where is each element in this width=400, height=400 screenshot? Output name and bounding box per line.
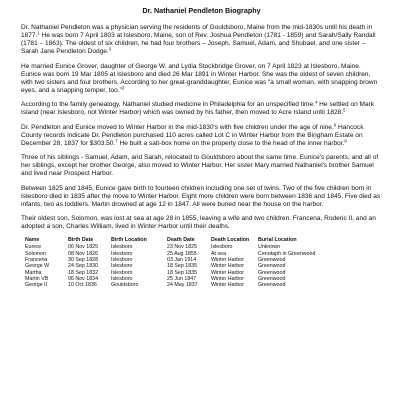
footnote-reference: 4	[314, 99, 318, 105]
biography-paragraph	[21, 185, 382, 209]
paragraph-text: He married Eunice Grover, daughter of George W. and Lydia Stockbridge Grover, on 7 April 1823 at Islesboro, Maine. Eunice was born 19 Mar 1805 at Islesboro and died 26 Mar 1891 in Winter Harbor. She was the oldest of seven children, with two sisters and four brothers. According to her great-granddaughter, Eunice was “a small woman, with snapping brown eyes, and a snapping temper, too.”	[21, 62, 378, 95]
cell-birth-date: 30 Sep 1828	[68, 256, 99, 263]
cell-death-date: 23 Nov 1825	[167, 244, 198, 251]
cell-death-location: Winter Harbor	[211, 256, 244, 263]
cell-burial-location: Greenwood	[258, 282, 286, 289]
cell-birth-location: Islesboro	[111, 276, 133, 282]
cell-name: Solomon	[25, 250, 46, 257]
cell-burial-location: Cenotaph in Greenwood	[258, 250, 316, 257]
cell-birth-location: Islesboro	[111, 250, 133, 257]
cell-birth-location: Islesboro	[111, 269, 133, 276]
paragraph-text: Dr. Pendleton and Eunice moved to Winter Harbor in the mid-1830's with five children under the age of nine.	[21, 123, 334, 131]
footnote-reference: 5	[343, 107, 346, 113]
footnote-reference: 3	[121, 85, 125, 91]
cell-name: Eunice	[25, 244, 42, 251]
biography-paragraph	[21, 63, 382, 96]
cell-name: George W	[25, 263, 50, 270]
column-header-burial-location: Burial Location	[258, 237, 297, 244]
biography-paragraph	[21, 154, 382, 178]
footnote-reference: 6	[333, 121, 337, 127]
cell-name: Martin VB	[25, 276, 49, 282]
paragraph-text: He settled on Mark Island (near Islesboro, not Winter Harbor) which was owned by his father, then moved to Acre Island until 1828.	[21, 101, 375, 117]
footnote-reference: 3	[108, 46, 112, 52]
cell-burial-location: Greenwood	[258, 276, 286, 282]
cell-birth-date: 06 Nov 1825	[68, 244, 99, 251]
cell-death-date: 03 Jan 1914	[167, 256, 197, 263]
cell-birth-location: Gouldsboro	[111, 282, 139, 289]
cell-death-location: Winter Harbor	[211, 263, 244, 270]
footnote-reference: 7	[115, 138, 118, 144]
cell-death-date: 25 Aug 1855	[167, 250, 197, 257]
biography-paragraph	[21, 24, 382, 57]
table-header-row	[25, 237, 348, 244]
paragraph-text: According to the family genealogy, Nathaniel studied medicine in Philadelphia for an unspecified time.	[21, 101, 315, 109]
cell-death-location: Winter Harbor	[211, 282, 244, 289]
cell-burial-location: Greenwood	[258, 256, 286, 263]
cell-death-date: 25 Jun 1847	[167, 276, 197, 282]
cell-burial-location: Greenwood	[258, 263, 286, 270]
cell-birth-date: 24 Sep 1830	[68, 263, 99, 270]
cell-death-date: 18 Sep 1835	[167, 269, 198, 276]
column-header-birth-location: Birth Location	[111, 237, 147, 244]
biography-body	[21, 24, 382, 231]
footnote-reference: 8	[344, 138, 347, 144]
column-header-death-date: Death Date	[167, 237, 195, 244]
cell-death-location: Winter Harbor	[211, 276, 244, 282]
paragraph-text: Three of his siblings - Samuel, Adam, and Sarah, relocated to Gouldsboro about the same time. Eunice's parents, and all of her siblings, except her brother George, also moved to Winter Harbor. Her sister Mary married Nathaniel's brother Samuel and lived near Prospect Harbor.	[21, 154, 379, 178]
biography-paragraph	[21, 215, 382, 231]
children-table-body	[25, 244, 348, 288]
cell-death-location: Islesboro	[211, 244, 233, 251]
cell-birth-date: 08 Nov 1826	[68, 250, 99, 257]
cell-death-date: 24 May 1837	[167, 282, 198, 289]
cell-birth-date: 06 Nov 1834	[68, 276, 99, 282]
paragraph-text: Their oldest son, Solomon, was lost at sea at age 28 in 1855, leaving a wife and two children. Francena, Roderic II, and an adopted a son, Charles William, lived in Winter Harbor until their deaths.	[21, 214, 376, 231]
cell-name: Martha	[25, 269, 42, 276]
cell-death-date: 18 Sep 1835	[167, 263, 198, 270]
cell-death-location: At sea	[211, 250, 227, 257]
column-header-death-location: Death Location	[211, 237, 250, 244]
cell-burial-location: Greenwood	[258, 269, 286, 276]
paragraph-text: Hancock County records indicate Dr. Pendleton purchased 110 acres called Lot C in Winter Harbor from the Bingham Estate on December 28, 1837 for $303.50.	[21, 123, 364, 147]
cell-name: George II	[25, 282, 48, 289]
cell-birth-date: 18 Sep 1832	[68, 269, 99, 276]
biography-paragraph	[21, 121, 382, 148]
biography-paragraph	[21, 101, 382, 117]
column-header-name: Name	[25, 237, 40, 244]
table-row	[25, 282, 348, 288]
document-title: Dr. Nathaniel Pendleton Biography	[142, 6, 261, 15]
footnote-reference: 1	[37, 30, 40, 36]
cell-birth-date: 10 Oct 1836	[68, 282, 97, 289]
children-table	[25, 237, 348, 288]
paragraph-text: Dr. Nathaniel Pendleton was a physician serving the residents of Gouldsboro, Maine from the mid-1830s until his death in 1877.	[21, 24, 373, 40]
cell-birth-location: Islesboro	[111, 244, 133, 251]
cell-death-location: Winter Harbor	[211, 269, 244, 276]
paragraph-text: He was born 7 April 1803 at Islesboro, Maine, son of Rev. Joshua Pendleton (1781 - 1859) and Sarah/Sally Randall (1781 – 1863). The oldest of six children, he had four brothers – Joseph, Samuel, Adam, and Shubael, and one sister – Sarah Jane Pendleton Dodge.	[21, 32, 376, 56]
cell-birth-location: Islesboro	[111, 263, 133, 270]
cell-burial-location: Unknown	[258, 244, 281, 251]
paragraph-text: He built a salt-box home on the property close to the head of the inner harbor.	[117, 139, 345, 147]
cell-birth-location: Islesboro	[111, 256, 133, 263]
column-header-birth-date: Birth Date	[68, 237, 94, 244]
cell-name: Francena	[25, 256, 48, 263]
paragraph-text: Between 1825 and 1845, Eunice gave birth to fourteen children including one set of twins. Two of the five children born in Islesboro died in 1835 after the move to Winter Harbor. Eight more children were born between 1836 and 1845. Five died as infants, two as toddlers. Martin drowned at age 12 in 1847. All were buried near the house on the harbor.	[21, 184, 381, 208]
